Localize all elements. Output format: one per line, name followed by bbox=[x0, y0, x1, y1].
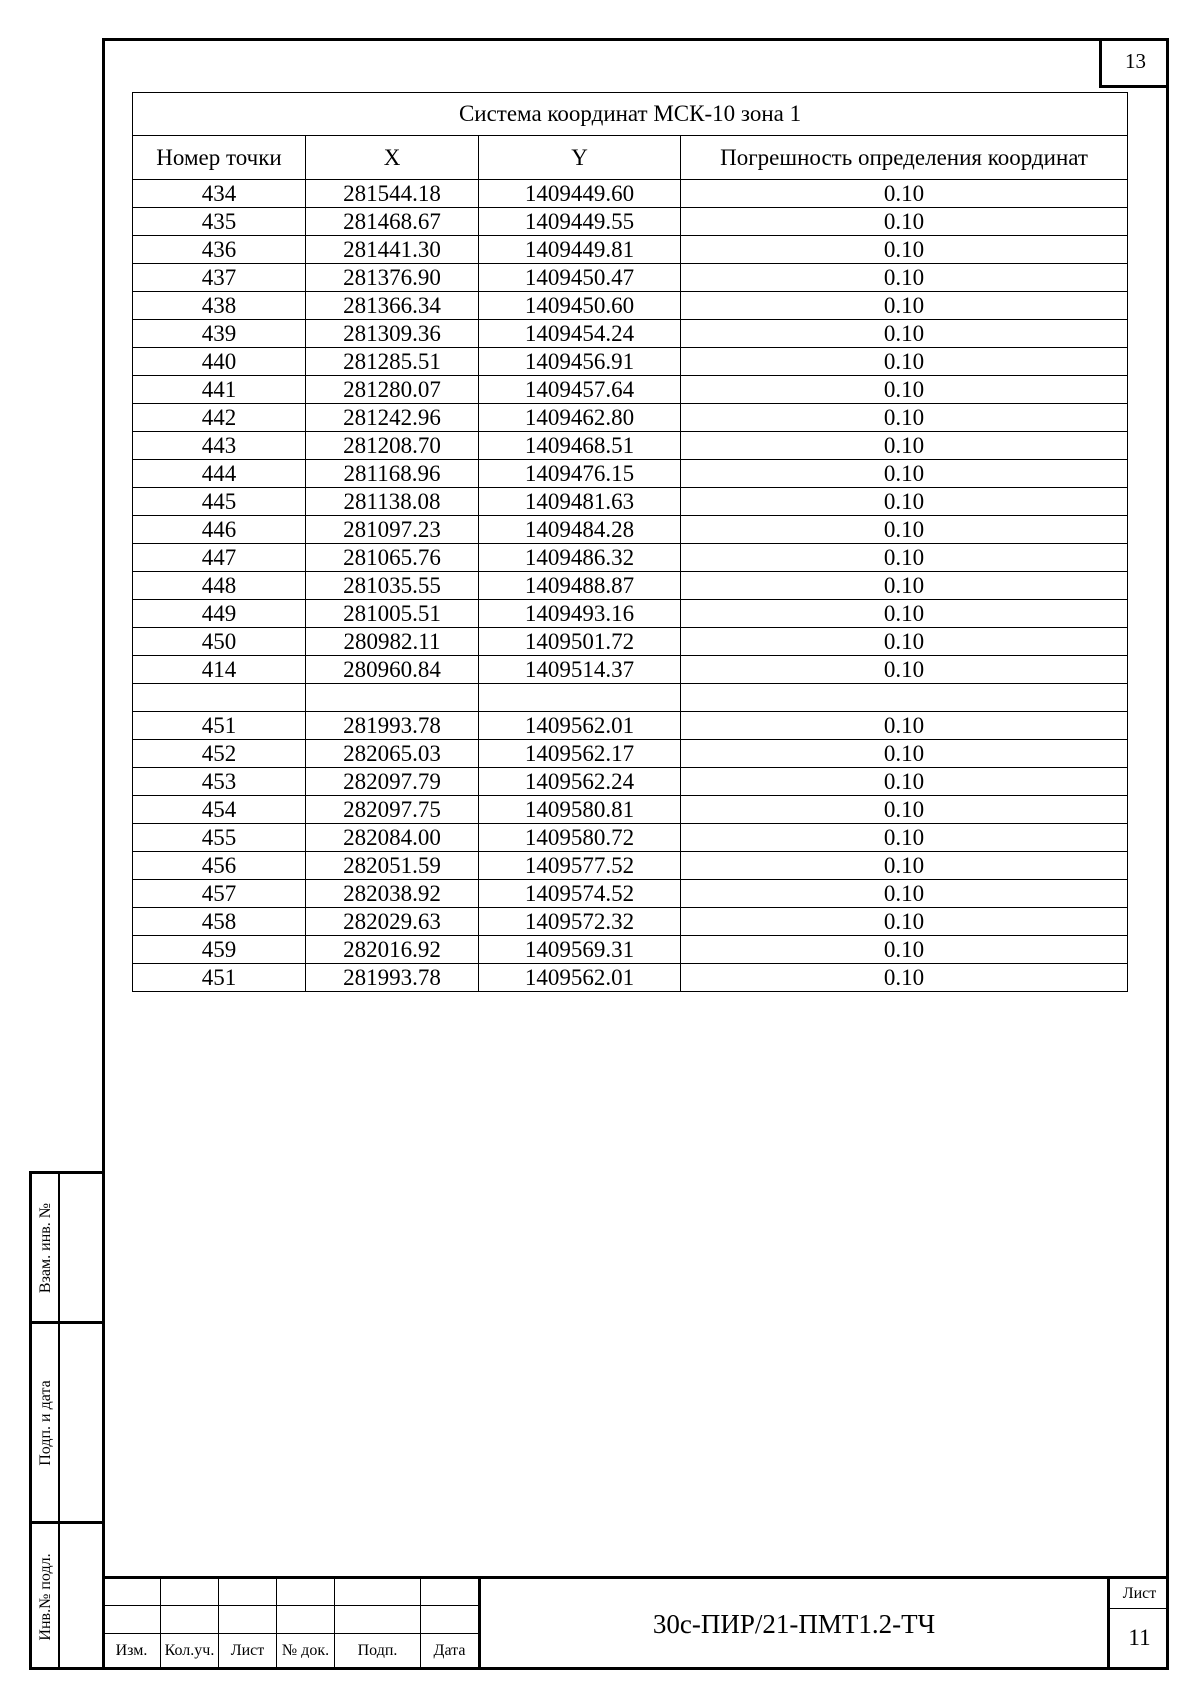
cell-x: 281376.90 bbox=[306, 264, 479, 292]
document-code: 30с-ПИР/21-ПМТ1.2-ТЧ bbox=[478, 1576, 1107, 1670]
cell-accuracy: 0.10 bbox=[681, 740, 1128, 768]
cell-accuracy: 0.10 bbox=[681, 964, 1128, 992]
cell-accuracy bbox=[681, 684, 1128, 712]
table-row bbox=[133, 908, 1128, 936]
cell-accuracy: 0.10 bbox=[681, 880, 1128, 908]
revision-grid bbox=[102, 1576, 479, 1670]
cell-accuracy: 0.10 bbox=[681, 404, 1128, 432]
side-stamp-inv-original bbox=[32, 1524, 102, 1670]
cell-y: 1409456.91 bbox=[479, 348, 681, 376]
column-header-y: Y bbox=[479, 136, 681, 180]
cell-x: 281280.07 bbox=[306, 376, 479, 404]
table-row bbox=[133, 600, 1128, 628]
table-row bbox=[133, 628, 1128, 656]
title-block bbox=[102, 1576, 1169, 1670]
table-row bbox=[133, 320, 1128, 348]
cell-y: 1409574.52 bbox=[479, 880, 681, 908]
side-label-replaced-inv: Взам. инв. № bbox=[37, 1202, 54, 1293]
column-header-accuracy: Погрешность определения координат bbox=[681, 136, 1128, 180]
cell-point-number: 454 bbox=[133, 796, 306, 824]
sheet-number: 11 bbox=[1128, 1625, 1151, 1650]
cell-point-number: 451 bbox=[133, 712, 306, 740]
cell-y: 1409484.28 bbox=[479, 516, 681, 544]
cell-point-number: 435 bbox=[133, 208, 306, 236]
sheet-label: Лист bbox=[1110, 1579, 1169, 1609]
table-row bbox=[133, 740, 1128, 768]
cell-accuracy: 0.10 bbox=[681, 264, 1128, 292]
side-stamp-replaced-inv bbox=[32, 1174, 102, 1324]
label-count: Кол.уч. bbox=[161, 1633, 219, 1669]
table-row bbox=[133, 964, 1128, 992]
cell-y: 1409569.31 bbox=[479, 936, 681, 964]
cell-y: 1409493.16 bbox=[479, 600, 681, 628]
cell-point-number: 445 bbox=[133, 488, 306, 516]
label-sheet: Лист bbox=[219, 1633, 277, 1669]
cell-x bbox=[306, 684, 479, 712]
cell-x: 281138.08 bbox=[306, 488, 479, 516]
cell-accuracy: 0.10 bbox=[681, 460, 1128, 488]
cell-x: 281097.23 bbox=[306, 516, 479, 544]
cell-y: 1409577.52 bbox=[479, 852, 681, 880]
cell-point-number: 443 bbox=[133, 432, 306, 460]
table-row bbox=[133, 348, 1128, 376]
table-row bbox=[133, 880, 1128, 908]
cell-x: 280960.84 bbox=[306, 656, 479, 684]
cell-y: 1409580.81 bbox=[479, 796, 681, 824]
cell-accuracy: 0.10 bbox=[681, 208, 1128, 236]
cell-y: 1409562.01 bbox=[479, 712, 681, 740]
table-row bbox=[133, 180, 1128, 208]
column-header-x: X bbox=[306, 136, 479, 180]
cell-x: 281309.36 bbox=[306, 320, 479, 348]
cell-point-number: 451 bbox=[133, 964, 306, 992]
cell-y: 1409488.87 bbox=[479, 572, 681, 600]
cell-y: 1409457.64 bbox=[479, 376, 681, 404]
cell-accuracy: 0.10 bbox=[681, 180, 1128, 208]
cell-accuracy: 0.10 bbox=[681, 348, 1128, 376]
cell-y: 1409562.24 bbox=[479, 768, 681, 796]
cell-x: 281468.67 bbox=[306, 208, 479, 236]
cell-y: 1409572.32 bbox=[479, 908, 681, 936]
cell-point-number: 434 bbox=[133, 180, 306, 208]
cell-y: 1409562.01 bbox=[479, 964, 681, 992]
cell-x: 281993.78 bbox=[306, 712, 479, 740]
table-row bbox=[133, 236, 1128, 264]
cell-x: 281242.96 bbox=[306, 404, 479, 432]
cell-x: 281441.30 bbox=[306, 236, 479, 264]
cell-point-number: 440 bbox=[133, 348, 306, 376]
cell-y: 1409514.37 bbox=[479, 656, 681, 684]
cell-y: 1409449.60 bbox=[479, 180, 681, 208]
side-label-inv-original: Инв.№ подл. bbox=[37, 1553, 54, 1641]
table-row bbox=[133, 488, 1128, 516]
cell-accuracy: 0.10 bbox=[681, 488, 1128, 516]
page-number: 13 bbox=[1099, 38, 1169, 88]
cell-y: 1409486.32 bbox=[479, 544, 681, 572]
cell-y: 1409462.80 bbox=[479, 404, 681, 432]
cell-y: 1409449.81 bbox=[479, 236, 681, 264]
table-row bbox=[133, 768, 1128, 796]
cell-y: 1409562.17 bbox=[479, 740, 681, 768]
cell-y: 1409501.72 bbox=[479, 628, 681, 656]
cell-accuracy: 0.10 bbox=[681, 656, 1128, 684]
side-label-sign-date: Подп. и дата bbox=[37, 1379, 54, 1466]
cell-accuracy: 0.10 bbox=[681, 320, 1128, 348]
cell-accuracy: 0.10 bbox=[681, 292, 1128, 320]
cell-x: 281035.55 bbox=[306, 572, 479, 600]
cell-point-number: 457 bbox=[133, 880, 306, 908]
cell-point-number: 444 bbox=[133, 460, 306, 488]
table-row bbox=[133, 824, 1128, 852]
table-caption: Система координат МСК-10 зона 1 bbox=[133, 93, 1128, 136]
cell-x: 282038.92 bbox=[306, 880, 479, 908]
cell-x: 281285.51 bbox=[306, 348, 479, 376]
cell-accuracy: 0.10 bbox=[681, 544, 1128, 572]
table-row bbox=[133, 432, 1128, 460]
table-row bbox=[133, 796, 1128, 824]
cell-x: 281065.76 bbox=[306, 544, 479, 572]
cell-accuracy: 0.10 bbox=[681, 712, 1128, 740]
cell-point-number: 452 bbox=[133, 740, 306, 768]
table-row bbox=[133, 656, 1128, 684]
table-row bbox=[133, 852, 1128, 880]
table-row bbox=[133, 376, 1128, 404]
cell-point-number: 446 bbox=[133, 516, 306, 544]
cell-point-number: 459 bbox=[133, 936, 306, 964]
cell-x: 281366.34 bbox=[306, 292, 479, 320]
cell-point-number: 441 bbox=[133, 376, 306, 404]
cell-point-number: 450 bbox=[133, 628, 306, 656]
cell-y: 1409476.15 bbox=[479, 460, 681, 488]
cell-point-number: 448 bbox=[133, 572, 306, 600]
cell-point-number: 453 bbox=[133, 768, 306, 796]
cell-point-number: 437 bbox=[133, 264, 306, 292]
cell-x: 281544.18 bbox=[306, 180, 479, 208]
label-date: Дата bbox=[421, 1633, 479, 1669]
table-row bbox=[133, 516, 1128, 544]
cell-accuracy: 0.10 bbox=[681, 600, 1128, 628]
cell-x: 282097.75 bbox=[306, 796, 479, 824]
cell-x: 282051.59 bbox=[306, 852, 479, 880]
column-header-point-number: Номер точки bbox=[133, 136, 306, 180]
cell-accuracy: 0.10 bbox=[681, 516, 1128, 544]
cell-point-number: 414 bbox=[133, 656, 306, 684]
table-body bbox=[133, 180, 1128, 992]
cell-x: 282029.63 bbox=[306, 908, 479, 936]
cell-point-number: 458 bbox=[133, 908, 306, 936]
table-row bbox=[133, 936, 1128, 964]
cell-accuracy: 0.10 bbox=[681, 628, 1128, 656]
cell-accuracy: 0.10 bbox=[681, 432, 1128, 460]
cell-point-number: 456 bbox=[133, 852, 306, 880]
cell-accuracy: 0.10 bbox=[681, 908, 1128, 936]
label-doc-number: № док. bbox=[277, 1633, 335, 1669]
table-row bbox=[133, 264, 1128, 292]
cell-x: 282065.03 bbox=[306, 740, 479, 768]
cell-point-number: 436 bbox=[133, 236, 306, 264]
cell-accuracy: 0.10 bbox=[681, 236, 1128, 264]
cell-accuracy: 0.10 bbox=[681, 852, 1128, 880]
table-row bbox=[133, 208, 1128, 236]
coordinates-table bbox=[132, 92, 1128, 992]
cell-point-number: 438 bbox=[133, 292, 306, 320]
cell-accuracy: 0.10 bbox=[681, 376, 1128, 404]
side-stamp-sign-date bbox=[32, 1324, 102, 1524]
cell-accuracy: 0.10 bbox=[681, 936, 1128, 964]
cell-x: 282084.00 bbox=[306, 824, 479, 852]
cell-point-number: 447 bbox=[133, 544, 306, 572]
cell-x: 282097.79 bbox=[306, 768, 479, 796]
cell-x: 281993.78 bbox=[306, 964, 479, 992]
cell-accuracy: 0.10 bbox=[681, 824, 1128, 852]
cell-y: 1409580.72 bbox=[479, 824, 681, 852]
table-row bbox=[133, 404, 1128, 432]
cell-x: 282016.92 bbox=[306, 936, 479, 964]
cell-point-number bbox=[133, 684, 306, 712]
cell-accuracy: 0.10 bbox=[681, 572, 1128, 600]
side-stamp-strip bbox=[29, 1171, 102, 1670]
cell-accuracy: 0.10 bbox=[681, 796, 1128, 824]
cell-x: 280982.11 bbox=[306, 628, 479, 656]
label-change: Изм. bbox=[103, 1633, 161, 1669]
cell-y bbox=[479, 684, 681, 712]
table-row bbox=[133, 712, 1128, 740]
cell-x: 281208.70 bbox=[306, 432, 479, 460]
cell-point-number: 442 bbox=[133, 404, 306, 432]
cell-point-number: 455 bbox=[133, 824, 306, 852]
table-row bbox=[133, 544, 1128, 572]
cell-y: 1409468.51 bbox=[479, 432, 681, 460]
cell-point-number: 449 bbox=[133, 600, 306, 628]
cell-x: 281168.96 bbox=[306, 460, 479, 488]
cell-y: 1409481.63 bbox=[479, 488, 681, 516]
cell-accuracy: 0.10 bbox=[681, 768, 1128, 796]
sheet-box bbox=[1107, 1576, 1169, 1670]
cell-y: 1409449.55 bbox=[479, 208, 681, 236]
table-row bbox=[133, 292, 1128, 320]
table-row bbox=[133, 684, 1128, 712]
table-row bbox=[133, 572, 1128, 600]
cell-x: 281005.51 bbox=[306, 600, 479, 628]
table-row bbox=[133, 460, 1128, 488]
cell-y: 1409454.24 bbox=[479, 320, 681, 348]
cell-y: 1409450.47 bbox=[479, 264, 681, 292]
label-signature: Подп. bbox=[335, 1633, 421, 1669]
cell-y: 1409450.60 bbox=[479, 292, 681, 320]
cell-point-number: 439 bbox=[133, 320, 306, 348]
